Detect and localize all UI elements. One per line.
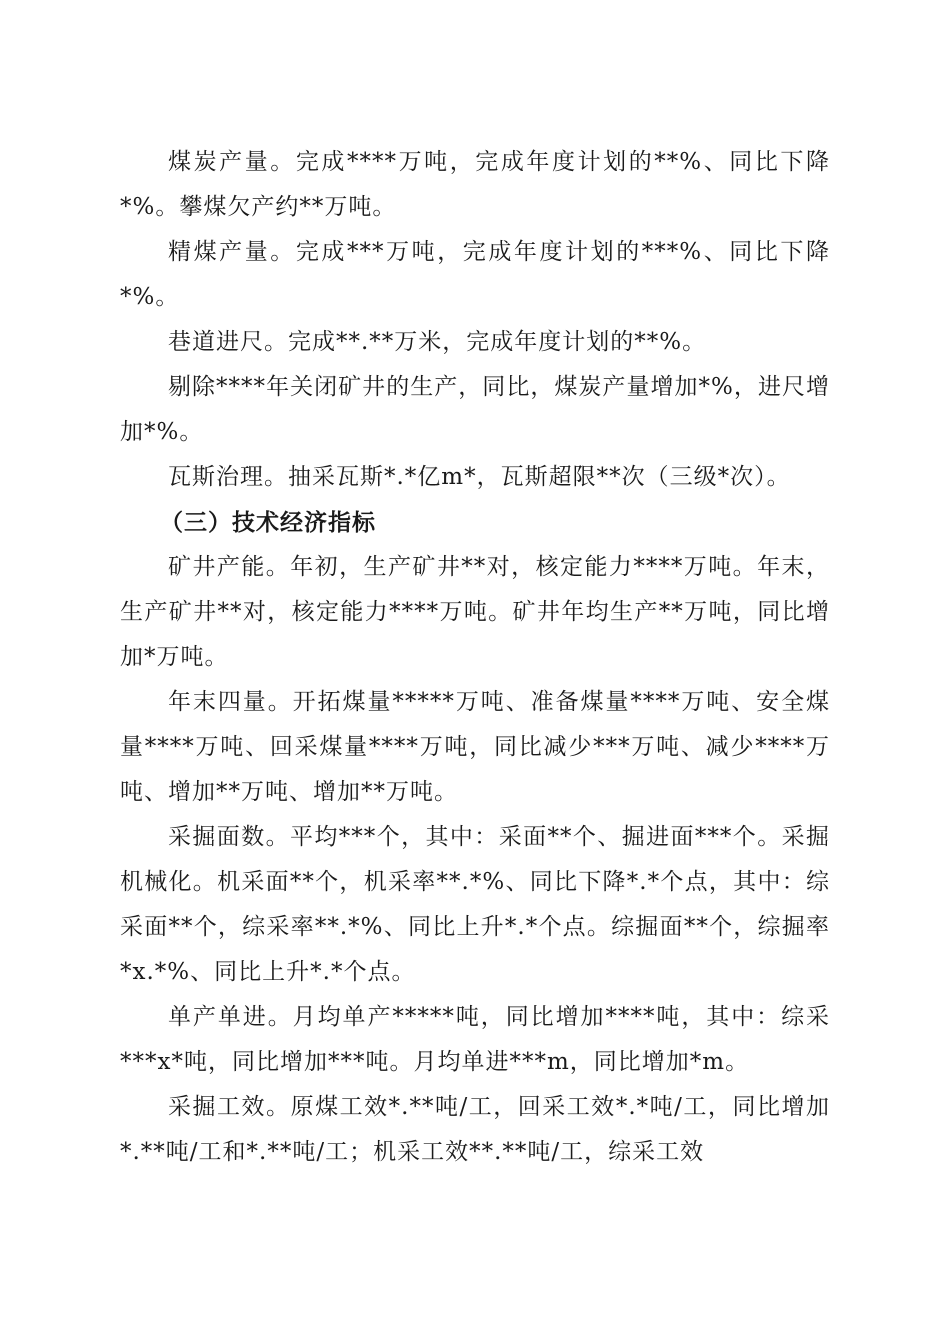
paragraph-mine-capacity: 矿井产能。年初，生产矿井**对，核定能力****万吨。年末，生产矿井**对，核定能力****万吨。矿井年均生产**万吨，同比增加*万吨。 [120, 554, 830, 670]
section-heading: （三）技术经济指标 [160, 509, 376, 536]
paragraph-roadway-footage: 巷道进尺。完成**.**万米，完成年度计划的**%。 [168, 329, 707, 355]
paragraph-year-end-reserves: 年末四量。开拓煤量*****万吨、准备煤量****万吨、安全煤量****万吨、回采煤量****万吨，同比减少***万吨、减少****万吨、增加**万吨、增加**万吨。 [120, 689, 830, 805]
paragraph-coal-output: 煤炭产量。完成****万吨，完成年度计划的**%、同比下降*%。攀煤欠产约**万吨。 [120, 149, 830, 220]
paragraph-gas-control: 瓦斯治理。抽采瓦斯*.*亿m*，瓦斯超限**次（三级*次）。 [168, 464, 791, 490]
paragraph-clean-coal-output: 精煤产量。完成***万吨，完成年度计划的***%、同比下降*%。 [120, 239, 830, 310]
paragraph-unit-output: 单产单进。月均单产*****吨，同比增加****吨，其中：综采***x*吨，同比增加***吨。月均单进***m，同比增加*m。 [120, 1004, 830, 1075]
paragraph-mining-faces: 采掘面数。平均***个，其中：采面**个、掘进面***个。采掘机械化。机采面**个，机采率**.*%、同比下降*.*个点，其中：综采面**个，综采率**.*%、同比上升*.*个点。综掘面**个，综掘率*x.*%、同比上升*.*个点。 [120, 824, 830, 985]
paragraph-closed-mines: 剔除****年关闭矿井的生产，同比，煤炭产量增加*%，进尺增加*%。 [120, 374, 830, 445]
document-page [120, 140, 830, 1175]
paragraph-work-efficiency: 采掘工效。原煤工效*.**吨/工，回采工效*.*吨/工，同比增加*.**吨/工和*.**吨/工；机采工效**.**吨/工，综采工效 [120, 1094, 830, 1165]
